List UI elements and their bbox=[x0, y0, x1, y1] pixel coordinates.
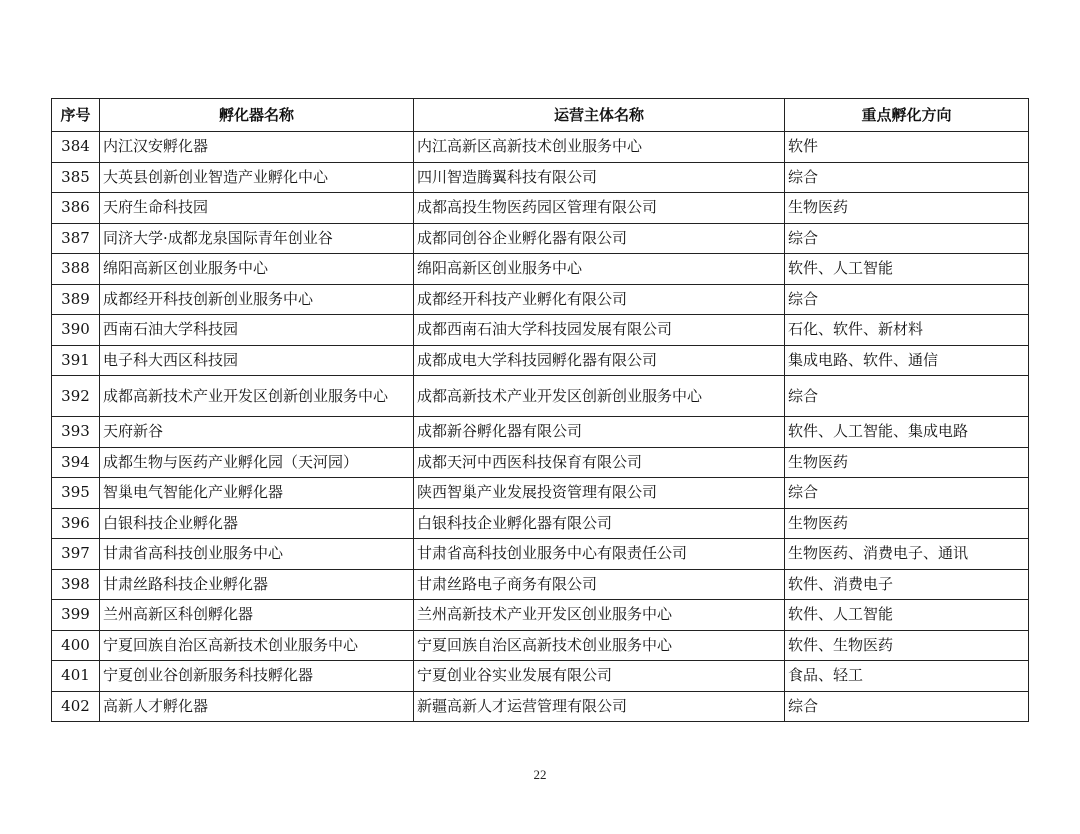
table-row bbox=[52, 345, 1029, 376]
cell-operator-name: 成都高新技术产业开发区创新创业服务中心 bbox=[414, 376, 785, 417]
header-incubation-direction: 重点孵化方向 bbox=[785, 99, 1029, 132]
cell-incubator-name: 甘肃省高科技创业服务中心 bbox=[100, 539, 414, 570]
cell-incubation-direction: 生物医药 bbox=[785, 193, 1029, 224]
cell-incubation-direction: 综合 bbox=[785, 691, 1029, 722]
cell-serial-number: 399 bbox=[52, 600, 100, 631]
cell-incubation-direction: 综合 bbox=[785, 284, 1029, 315]
cell-incubator-name: 同济大学·成都龙泉国际青年创业谷 bbox=[100, 223, 414, 254]
cell-operator-name: 成都新谷孵化器有限公司 bbox=[414, 417, 785, 448]
cell-serial-number: 386 bbox=[52, 193, 100, 224]
cell-operator-name: 兰州高新技术产业开发区创业服务中心 bbox=[414, 600, 785, 631]
table-row bbox=[52, 478, 1029, 509]
cell-serial-number: 391 bbox=[52, 345, 100, 376]
table-row bbox=[52, 417, 1029, 448]
cell-serial-number: 384 bbox=[52, 132, 100, 163]
cell-incubator-name: 绵阳高新区创业服务中心 bbox=[100, 254, 414, 285]
cell-incubation-direction: 综合 bbox=[785, 376, 1029, 417]
table-row bbox=[52, 162, 1029, 193]
cell-incubation-direction: 生物医药、消费电子、通讯 bbox=[785, 539, 1029, 570]
cell-operator-name: 甘肃省高科技创业服务中心有限责任公司 bbox=[414, 539, 785, 570]
cell-incubation-direction: 石化、软件、新材料 bbox=[785, 315, 1029, 346]
cell-serial-number: 401 bbox=[52, 661, 100, 692]
cell-serial-number: 389 bbox=[52, 284, 100, 315]
cell-serial-number: 398 bbox=[52, 569, 100, 600]
cell-incubator-name: 智巢电气智能化产业孵化器 bbox=[100, 478, 414, 509]
cell-incubation-direction: 软件、人工智能、集成电路 bbox=[785, 417, 1029, 448]
table-row bbox=[52, 376, 1029, 417]
cell-incubation-direction: 软件、消费电子 bbox=[785, 569, 1029, 600]
cell-incubator-name: 内江汉安孵化器 bbox=[100, 132, 414, 163]
cell-incubator-name: 甘肃丝路科技企业孵化器 bbox=[100, 569, 414, 600]
cell-serial-number: 387 bbox=[52, 223, 100, 254]
table-row bbox=[52, 508, 1029, 539]
cell-incubation-direction: 综合 bbox=[785, 162, 1029, 193]
table-row bbox=[52, 630, 1029, 661]
cell-incubator-name: 成都生物与医药产业孵化园（天河园） bbox=[100, 447, 414, 478]
cell-operator-name: 陕西智巢产业发展投资管理有限公司 bbox=[414, 478, 785, 509]
page-number: 22 bbox=[533, 767, 547, 782]
header-incubator-name: 孵化器名称 bbox=[100, 99, 414, 132]
cell-incubation-direction: 生物医药 bbox=[785, 508, 1029, 539]
cell-serial-number: 395 bbox=[52, 478, 100, 509]
cell-incubator-name: 天府新谷 bbox=[100, 417, 414, 448]
table-body bbox=[52, 132, 1029, 722]
cell-incubator-name: 西南石油大学科技园 bbox=[100, 315, 414, 346]
cell-operator-name: 新疆高新人才运营管理有限公司 bbox=[414, 691, 785, 722]
cell-incubator-name: 高新人才孵化器 bbox=[100, 691, 414, 722]
cell-operator-name: 绵阳高新区创业服务中心 bbox=[414, 254, 785, 285]
header-operator-name: 运营主体名称 bbox=[414, 99, 785, 132]
cell-incubator-name: 天府生命科技园 bbox=[100, 193, 414, 224]
cell-serial-number: 396 bbox=[52, 508, 100, 539]
table-row bbox=[52, 600, 1029, 631]
cell-serial-number: 392 bbox=[52, 376, 100, 417]
cell-incubator-name: 大英县创新创业智造产业孵化中心 bbox=[100, 162, 414, 193]
cell-incubation-direction: 集成电路、软件、通信 bbox=[785, 345, 1029, 376]
table-row bbox=[52, 132, 1029, 163]
cell-incubation-direction: 生物医药 bbox=[785, 447, 1029, 478]
cell-serial-number: 397 bbox=[52, 539, 100, 570]
cell-operator-name: 成都高投生物医药园区管理有限公司 bbox=[414, 193, 785, 224]
cell-serial-number: 388 bbox=[52, 254, 100, 285]
cell-operator-name: 成都经开科技产业孵化有限公司 bbox=[414, 284, 785, 315]
header-serial-number: 序号 bbox=[52, 99, 100, 132]
cell-serial-number: 394 bbox=[52, 447, 100, 478]
table-row bbox=[52, 254, 1029, 285]
cell-incubator-name: 成都高新技术产业开发区创新创业服务中心 bbox=[100, 376, 414, 417]
cell-serial-number: 390 bbox=[52, 315, 100, 346]
cell-incubation-direction: 软件、生物医药 bbox=[785, 630, 1029, 661]
table-row bbox=[52, 691, 1029, 722]
cell-serial-number: 385 bbox=[52, 162, 100, 193]
cell-incubation-direction: 软件、人工智能 bbox=[785, 254, 1029, 285]
cell-incubation-direction: 软件 bbox=[785, 132, 1029, 163]
cell-incubator-name: 宁夏回族自治区高新技术创业服务中心 bbox=[100, 630, 414, 661]
cell-incubator-name: 宁夏创业谷创新服务科技孵化器 bbox=[100, 661, 414, 692]
cell-operator-name: 成都成电大学科技园孵化器有限公司 bbox=[414, 345, 785, 376]
table-row bbox=[52, 539, 1029, 570]
cell-incubator-name: 成都经开科技创新创业服务中心 bbox=[100, 284, 414, 315]
cell-incubation-direction: 软件、人工智能 bbox=[785, 600, 1029, 631]
table-row bbox=[52, 447, 1029, 478]
incubator-table bbox=[51, 98, 1029, 722]
cell-incubator-name: 电子科大西区科技园 bbox=[100, 345, 414, 376]
table-row bbox=[52, 193, 1029, 224]
cell-operator-name: 内江高新区高新技术创业服务中心 bbox=[414, 132, 785, 163]
cell-operator-name: 成都同创谷企业孵化器有限公司 bbox=[414, 223, 785, 254]
cell-incubator-name: 兰州高新区科创孵化器 bbox=[100, 600, 414, 631]
cell-incubation-direction: 综合 bbox=[785, 478, 1029, 509]
cell-incubation-direction: 综合 bbox=[785, 223, 1029, 254]
cell-operator-name: 成都西南石油大学科技园发展有限公司 bbox=[414, 315, 785, 346]
cell-operator-name: 白银科技企业孵化器有限公司 bbox=[414, 508, 785, 539]
table-row bbox=[52, 661, 1029, 692]
table-row bbox=[52, 284, 1029, 315]
table-row bbox=[52, 223, 1029, 254]
cell-incubator-name: 白银科技企业孵化器 bbox=[100, 508, 414, 539]
cell-serial-number: 393 bbox=[52, 417, 100, 448]
cell-operator-name: 甘肃丝路电子商务有限公司 bbox=[414, 569, 785, 600]
cell-operator-name: 成都天河中西医科技保育有限公司 bbox=[414, 447, 785, 478]
cell-operator-name: 宁夏回族自治区高新技术创业服务中心 bbox=[414, 630, 785, 661]
cell-incubation-direction: 食品、轻工 bbox=[785, 661, 1029, 692]
table-header-row bbox=[52, 99, 1029, 132]
cell-serial-number: 402 bbox=[52, 691, 100, 722]
table-row bbox=[52, 569, 1029, 600]
cell-operator-name: 四川智造腾翼科技有限公司 bbox=[414, 162, 785, 193]
cell-serial-number: 400 bbox=[52, 630, 100, 661]
table-row bbox=[52, 315, 1029, 346]
cell-operator-name: 宁夏创业谷实业发展有限公司 bbox=[414, 661, 785, 692]
